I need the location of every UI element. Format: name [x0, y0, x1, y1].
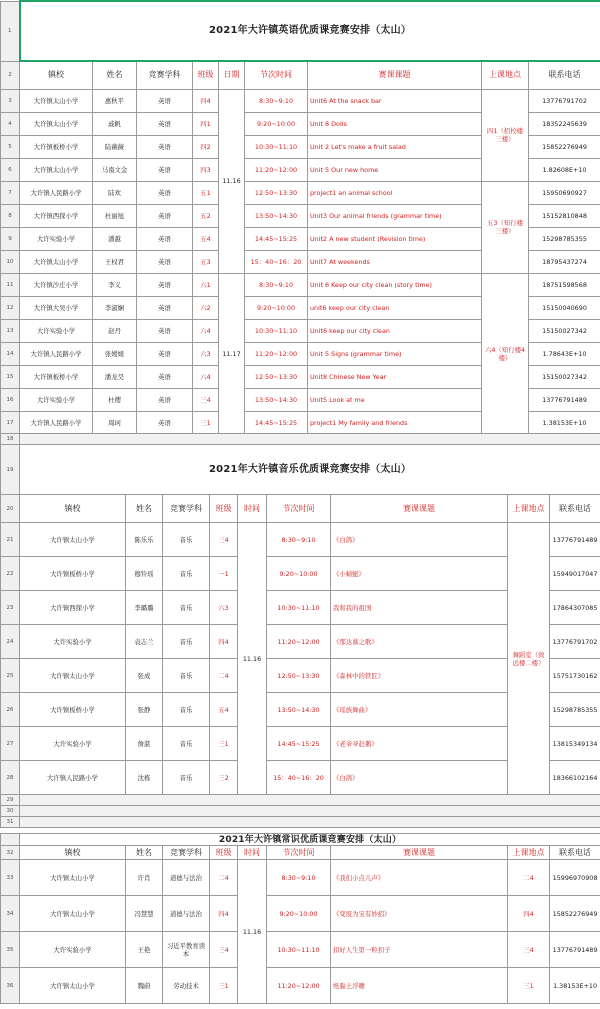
cell-class[interactable]: 六4	[193, 319, 219, 342]
cell-phone[interactable]: 13776791489	[550, 523, 600, 557]
cell-time[interactable]: 9:20~10:00	[245, 112, 308, 135]
cell-class[interactable]: 二4	[210, 860, 238, 896]
row-number: 26	[1, 693, 20, 727]
cell-time[interactable]: 13:50~14:30	[267, 693, 331, 727]
row-number: 24	[1, 625, 20, 659]
cell-time[interactable]: 9:20~10:00	[245, 296, 308, 319]
cell-time[interactable]: 12:50~13:30	[267, 659, 331, 693]
cell-name[interactable]: 沈栋	[126, 761, 163, 795]
cell-time[interactable]: 13:50~14:30	[245, 204, 308, 227]
cell-subject[interactable]: 英语	[137, 273, 193, 296]
cell-place[interactable]: 三1	[508, 968, 550, 1004]
cell-school[interactable]: 大许实验小学	[20, 388, 93, 411]
cell-phone[interactable]: 15150027342	[529, 365, 600, 388]
cell-class[interactable]: 四1	[193, 112, 219, 135]
cell-topic[interactable]: project1 an animal school	[308, 181, 482, 204]
cell-name[interactable]: 陆薇薇	[93, 135, 137, 158]
cell-school[interactable]: 大许镇太山小学	[20, 89, 93, 112]
row-number: 11	[1, 273, 20, 296]
cell-class[interactable]: 二4	[210, 659, 238, 693]
cell-class[interactable]: 六3	[193, 342, 219, 365]
row-number: 36	[1, 968, 20, 1004]
row-number: 32	[1, 846, 20, 860]
cell-subject[interactable]: 英语	[137, 135, 193, 158]
cell-time[interactable]: 11:20~12:00	[267, 625, 331, 659]
general-title[interactable]: 2021年大许镇常识优质课竞赛安排（太山）	[20, 834, 600, 846]
header-school: 镇校	[20, 495, 126, 523]
header-place: 上课地点	[508, 846, 550, 860]
cell-phone[interactable]: 15152810848	[529, 204, 600, 227]
header-place: 上课地点	[482, 61, 529, 89]
cell-topic[interactable]: 扣好人生第一粒扣子	[331, 932, 508, 968]
cell-topic[interactable]: 《瑶族舞曲》	[331, 693, 508, 727]
cell-subject[interactable]: 英语	[137, 89, 193, 112]
cell-school[interactable]: 大许镇西探小学	[20, 204, 93, 227]
header-class: 班级	[193, 61, 219, 89]
cell-time[interactable]: 14:45~15:25	[267, 727, 331, 761]
row-number: 2	[1, 61, 20, 89]
row-number	[1, 834, 20, 846]
cell-school[interactable]: 大许镇太山小学	[20, 860, 126, 896]
cell-subject[interactable]: 英语	[137, 181, 193, 204]
cell-school[interactable]: 大许镇太山小学	[20, 158, 93, 181]
cell-name[interactable]: 杜丽旭	[93, 204, 137, 227]
cell-phone[interactable]: 18366102164	[550, 761, 600, 795]
cell-name[interactable]: 詹湛	[126, 727, 163, 761]
cell-subject[interactable]: 音乐	[163, 659, 210, 693]
cell-phone[interactable]: 13815349134	[550, 727, 600, 761]
cell-school[interactable]: 大许镇人民路小学	[20, 411, 93, 434]
cell-time[interactable]: 8:30~9:10	[267, 523, 331, 557]
cell-topic[interactable]: 《那达慕之歌》	[331, 625, 508, 659]
cell-subject[interactable]: 音乐	[163, 727, 210, 761]
cell-name[interactable]: 李淑娴	[93, 296, 137, 319]
cell-school[interactable]: 大许镇沙庄小学	[20, 273, 93, 296]
cell-time[interactable]: 11:20~12:00	[267, 968, 331, 1004]
cell-phone[interactable]: 15298785355	[529, 227, 600, 250]
cell-name[interactable]: 冯慧慧	[126, 896, 163, 932]
cell-phone[interactable]: 1.78643E+10	[529, 342, 600, 365]
cell-name[interactable]: 李义	[93, 273, 137, 296]
cell-name[interactable]: 惠秋平	[93, 89, 137, 112]
cell-subject[interactable]: 英语	[137, 158, 193, 181]
cell-time[interactable]: 13:50~14:30	[245, 388, 308, 411]
header-date: 时间	[238, 846, 267, 860]
cell-phone[interactable]: 18751598568	[529, 273, 600, 296]
cell-topic[interactable]: Unit 5 Signs (grammar time)	[308, 342, 482, 365]
header-name: 姓名	[126, 495, 163, 523]
cell-topic[interactable]: 《白鸽》	[331, 523, 508, 557]
cell-name[interactable]: 魏蔚	[126, 968, 163, 1004]
row-number: 25	[1, 659, 20, 693]
row-number: 16	[1, 388, 20, 411]
cell-time[interactable]: 14:45~15:25	[245, 227, 308, 250]
cell-school[interactable]: 大许镇大吴小学	[20, 296, 93, 319]
header-topic: 赛课课题	[331, 495, 508, 523]
cell-class[interactable]: 三4	[210, 523, 238, 557]
row-number: 21	[1, 523, 20, 557]
cell-school[interactable]: 大许镇板桥小学	[20, 557, 126, 591]
row-number: 12	[1, 296, 20, 319]
row-number: 18	[1, 434, 20, 445]
row-number: 7	[1, 181, 20, 204]
cell-class[interactable]: 六1	[193, 273, 219, 296]
header-class: 班级	[210, 846, 238, 860]
row-number: 34	[1, 896, 20, 932]
header-subject: 竞赛学科	[137, 61, 193, 89]
cell-time[interactable]: 12:50~13:30	[245, 181, 308, 204]
cell-subject[interactable]: 英语	[137, 411, 193, 434]
header-school: 镇校	[20, 846, 126, 860]
cell-class[interactable]: 五2	[193, 204, 219, 227]
cell-topic[interactable]: Unit3 Our animal friends (grammar time)	[308, 204, 482, 227]
cell-phone[interactable]: 1.38153E+10	[550, 968, 600, 1004]
cell-topic[interactable]: 《白鸽》	[331, 761, 508, 795]
cell-topic[interactable]: Unit5 Look at me	[308, 388, 482, 411]
cell-topic[interactable]: Unit7 At weekends	[308, 250, 482, 273]
cell-class[interactable]: 六4	[193, 365, 219, 388]
cell-topic[interactable]: Unit8 Chinese New Year	[308, 365, 482, 388]
header-topic: 赛课课题	[331, 846, 508, 860]
cell-school[interactable]: 大许镇板桥小学	[20, 693, 126, 727]
cell-phone[interactable]: 1.38153E+10	[529, 411, 600, 434]
cell-time[interactable]: 15：40~16：20	[245, 250, 308, 273]
cell-place[interactable]: 四4	[508, 896, 550, 932]
header-school: 镇校	[20, 61, 93, 89]
cell-topic[interactable]: 《变废为宝有妙招》	[331, 896, 508, 932]
cell-name[interactable]: 袁志兰	[126, 625, 163, 659]
cell-topic[interactable]: Unit 8 Dolls	[308, 112, 482, 135]
cell-subject[interactable]: 英语	[137, 388, 193, 411]
cell-name[interactable]: 潘龙昊	[93, 365, 137, 388]
cell-time[interactable]: 8:30~9:10	[267, 860, 331, 896]
cell-class[interactable]: 四4	[210, 896, 238, 932]
cell-subject[interactable]: 英语	[137, 365, 193, 388]
cell-subject[interactable]: 音乐	[163, 693, 210, 727]
cell-subject[interactable]: 习近平教育读本	[163, 932, 210, 968]
row-number: 30	[1, 806, 20, 817]
cell-place[interactable]: 三4	[508, 932, 550, 968]
cell-class[interactable]: 六3	[210, 591, 238, 625]
header-phone: 联系电话	[529, 61, 600, 89]
cell-topic[interactable]: Unit2 A new student (Revision time)	[308, 227, 482, 250]
cell-class[interactable]: 三2	[210, 761, 238, 795]
header-subject: 竞赛学科	[163, 846, 210, 860]
header-name: 姓名	[93, 61, 137, 89]
cell-time[interactable]: 12:50~13:30	[245, 365, 308, 388]
cell-phone[interactable]: 13776791702	[550, 625, 600, 659]
cell-place[interactable]: 四1（招校楼三楼）	[482, 89, 529, 181]
row-number: 8	[1, 204, 20, 227]
music-table	[0, 433, 600, 828]
cell-class[interactable]: 三1	[210, 727, 238, 761]
cell-name[interactable]: 马南文金	[93, 158, 137, 181]
cell-phone[interactable]: 15150040690	[529, 296, 600, 319]
row-number: 23	[1, 591, 20, 625]
cell-name[interactable]: 穆铃瑶	[126, 557, 163, 591]
cell-class[interactable]: 四4	[193, 89, 219, 112]
cell-class[interactable]: 五3	[193, 250, 219, 273]
cell-subject[interactable]: 道德与法治	[163, 860, 210, 896]
cell-school[interactable]: 大许实验小学	[20, 932, 126, 968]
cell-name[interactable]: 周珂	[93, 411, 137, 434]
general-table	[0, 833, 600, 1004]
cell-school[interactable]: 大许镇太山小学	[20, 523, 126, 557]
cell-name[interactable]: 王权君	[93, 250, 137, 273]
header-phone: 联系电话	[550, 495, 600, 523]
row-number: 6	[1, 158, 20, 181]
row-number: 15	[1, 365, 20, 388]
cell-subject[interactable]: 英语	[137, 319, 193, 342]
cell-topic[interactable]: 《老爷爷赶鹅》	[331, 727, 508, 761]
cell-date[interactable]: 11.16	[238, 523, 267, 795]
row-number: 4	[1, 112, 20, 135]
cell-class[interactable]: 四4	[210, 625, 238, 659]
cell-date[interactable]: 11.17	[219, 273, 245, 434]
english-table	[0, 0, 600, 435]
cell-school[interactable]: 大许镇板桥小学	[20, 135, 93, 158]
cell-topic[interactable]: 我和我的祖国	[331, 591, 508, 625]
cell-class[interactable]: 五4	[193, 227, 219, 250]
cell-school[interactable]: 大许镇太山小学	[20, 896, 126, 932]
cell-phone[interactable]: 17864307085	[550, 591, 600, 625]
cell-name[interactable]: 陆欢	[93, 181, 137, 204]
cell-name[interactable]: 戚帆	[93, 112, 137, 135]
cell-phone[interactable]: 15150027342	[529, 319, 600, 342]
cell-time[interactable]: 9:20~10:00	[267, 557, 331, 591]
header-phone: 联系电话	[550, 846, 600, 860]
cell-name[interactable]: 杜缨	[93, 388, 137, 411]
cell-name[interactable]: 赵丹	[93, 319, 137, 342]
row-number: 3	[1, 89, 20, 112]
music-title[interactable]: 2021年大许镇音乐优质课竞赛安排（太山）	[20, 445, 600, 495]
cell-time[interactable]: 11:20~12:00	[245, 158, 308, 181]
cell-phone[interactable]: 18352245639	[529, 112, 600, 135]
cell-phone[interactable]: 13776791489	[550, 932, 600, 968]
cell-school[interactable]: 大许镇人民路小学	[20, 181, 93, 204]
cell-phone[interactable]: 13776791702	[529, 89, 600, 112]
header-time: 节次时间	[267, 495, 331, 523]
cell-date[interactable]: 11.16	[238, 860, 267, 1004]
cell-place[interactable]: 五3（知行楼三楼）	[482, 181, 529, 273]
blank-row[interactable]	[20, 817, 600, 828]
cell-subject[interactable]: 英语	[137, 342, 193, 365]
blank-row[interactable]	[20, 795, 600, 806]
cell-topic[interactable]: Unit6 keep our city clean	[308, 319, 482, 342]
row-number: 29	[1, 795, 20, 806]
cell-class[interactable]: 三4	[210, 932, 238, 968]
cell-name[interactable]: 李璐璐	[126, 591, 163, 625]
cell-school[interactable]: 大许镇西探小学	[20, 591, 126, 625]
cell-phone[interactable]: 15298785355	[550, 693, 600, 727]
cell-class[interactable]: 三1	[210, 968, 238, 1004]
cell-time[interactable]: 8:30~9:10	[245, 89, 308, 112]
header-place: 上课地点	[508, 495, 550, 523]
cell-subject[interactable]: 音乐	[163, 761, 210, 795]
row-number: 27	[1, 727, 20, 761]
row-number: 31	[1, 817, 20, 828]
cell-place[interactable]: 六4（知行楼4楼）	[482, 273, 529, 434]
cell-school[interactable]: 大许镇太山小学	[20, 112, 93, 135]
cell-school[interactable]: 大许镇太山小学	[20, 250, 93, 273]
cell-class[interactable]: 六2	[193, 296, 219, 319]
row-number: 5	[1, 135, 20, 158]
cell-phone[interactable]: 15751730162	[550, 659, 600, 693]
header-topic: 赛课课题	[308, 61, 482, 89]
row-number: 35	[1, 932, 20, 968]
cell-topic[interactable]: 《森林中的铁匠》	[331, 659, 508, 693]
cell-class[interactable]: 四3	[193, 158, 219, 181]
blank-row[interactable]	[20, 806, 600, 817]
cell-name[interactable]: 陈乐乐	[126, 523, 163, 557]
cell-time[interactable]: 11:20~12:00	[245, 342, 308, 365]
cell-subject[interactable]: 英语	[137, 112, 193, 135]
cell-phone[interactable]: 15950690927	[529, 181, 600, 204]
row-number: 14	[1, 342, 20, 365]
cell-time[interactable]: 10:30~11:10	[267, 591, 331, 625]
cell-topic[interactable]: Unit 2 Let's make a fruit salad	[308, 135, 482, 158]
row-number: 22	[1, 557, 20, 591]
cell-topic[interactable]: project1 My family and friends	[308, 411, 482, 434]
cell-name[interactable]: 潘越	[93, 227, 137, 250]
row-number: 28	[1, 761, 20, 795]
cell-subject[interactable]: 音乐	[163, 523, 210, 557]
cell-name[interactable]: 张静	[126, 693, 163, 727]
english-title[interactable]: 2021年大许镇英语优质课竞赛安排（太山）	[20, 1, 600, 61]
cell-time[interactable]: 9:20~10:00	[267, 896, 331, 932]
cell-class[interactable]: 五1	[193, 181, 219, 204]
cell-subject[interactable]: 英语	[137, 204, 193, 227]
cell-name[interactable]: 王艳	[126, 932, 163, 968]
cell-time[interactable]: 10:30~11:10	[245, 135, 308, 158]
cell-school[interactable]: 大许实验小学	[20, 227, 93, 250]
cell-subject[interactable]: 劳动技术	[163, 968, 210, 1004]
cell-class[interactable]: 三4	[193, 388, 219, 411]
cell-phone[interactable]: 13776791489	[529, 388, 600, 411]
cell-school[interactable]: 大许镇人民路小学	[20, 761, 126, 795]
cell-place[interactable]: 二4	[508, 860, 550, 896]
cell-class[interactable]: 五4	[210, 693, 238, 727]
row-number: 19	[1, 445, 20, 495]
cell-name[interactable]: 张成	[126, 659, 163, 693]
cell-name[interactable]: 许肖	[126, 860, 163, 896]
row-number: 9	[1, 227, 20, 250]
header-class: 班级	[210, 495, 238, 523]
cell-place[interactable]: 舞蹈室（致远楼二楼）	[508, 523, 550, 795]
cell-phone[interactable]: 15852276949	[529, 135, 600, 158]
cell-time[interactable]: 10:30~11:10	[267, 932, 331, 968]
cell-subject[interactable]: 音乐	[163, 625, 210, 659]
row-number: 20	[1, 495, 20, 523]
cell-phone[interactable]: 1.82608E+10	[529, 158, 600, 181]
cell-class[interactable]: 四2	[193, 135, 219, 158]
row-number: 1	[1, 1, 20, 61]
cell-school[interactable]: 大许实验小学	[20, 319, 93, 342]
cell-subject[interactable]: 英语	[137, 296, 193, 319]
cell-phone[interactable]: 15949017047	[550, 557, 600, 591]
cell-topic[interactable]: 《小蜻蜓》	[331, 557, 508, 591]
cell-topic[interactable]: unit6 keep our city clean	[308, 296, 482, 319]
cell-phone[interactable]: 15996970908	[550, 860, 600, 896]
cell-name[interactable]: 张媛媛	[93, 342, 137, 365]
cell-school[interactable]: 大许实验小学	[20, 727, 126, 761]
row-number: 13	[1, 319, 20, 342]
header-time: 节次时间	[267, 846, 331, 860]
cell-time[interactable]: 8:30~9:10	[245, 273, 308, 296]
cell-school[interactable]: 大许镇板桥小学	[20, 365, 93, 388]
cell-subject[interactable]: 英语	[137, 227, 193, 250]
header-date: 时间	[238, 495, 267, 523]
cell-school[interactable]: 大许实验小学	[20, 625, 126, 659]
row-number: 33	[1, 860, 20, 896]
cell-subject[interactable]: 道德与法治	[163, 896, 210, 932]
cell-time[interactable]: 14:45~15:25	[245, 411, 308, 434]
cell-school[interactable]: 大许镇人民路小学	[20, 342, 93, 365]
cell-topic[interactable]: Unit6 At the snack bar	[308, 89, 482, 112]
row-number: 17	[1, 411, 20, 434]
cell-class[interactable]: 一1	[210, 557, 238, 591]
cell-subject[interactable]: 音乐	[163, 557, 210, 591]
cell-topic[interactable]: 《我们小点儿声》	[331, 860, 508, 896]
cell-class[interactable]: 三1	[193, 411, 219, 434]
cell-school[interactable]: 大许镇太山小学	[20, 968, 126, 1004]
cell-school[interactable]: 大许镇太山小学	[20, 659, 126, 693]
cell-topic[interactable]: Unit 6 Keep our city clean (story time)	[308, 273, 482, 296]
header-name: 姓名	[126, 846, 163, 860]
cell-topic[interactable]: 纸黏土浮雕	[331, 968, 508, 1004]
header-time: 节次时间	[245, 61, 308, 89]
cell-subject[interactable]: 英语	[137, 250, 193, 273]
cell-phone[interactable]: 18795437274	[529, 250, 600, 273]
cell-date[interactable]: 11.16	[219, 89, 245, 273]
blank-row[interactable]	[20, 434, 600, 445]
row-number: 10	[1, 250, 20, 273]
cell-phone[interactable]: 15852276949	[550, 896, 600, 932]
cell-subject[interactable]: 音乐	[163, 591, 210, 625]
cell-topic[interactable]: Unit 5 Our new home	[308, 158, 482, 181]
cell-time[interactable]: 10:30~11:10	[245, 319, 308, 342]
header-date: 日期	[219, 61, 245, 89]
cell-time[interactable]: 15：40~16：20	[267, 761, 331, 795]
header-subject: 竞赛学科	[163, 495, 210, 523]
